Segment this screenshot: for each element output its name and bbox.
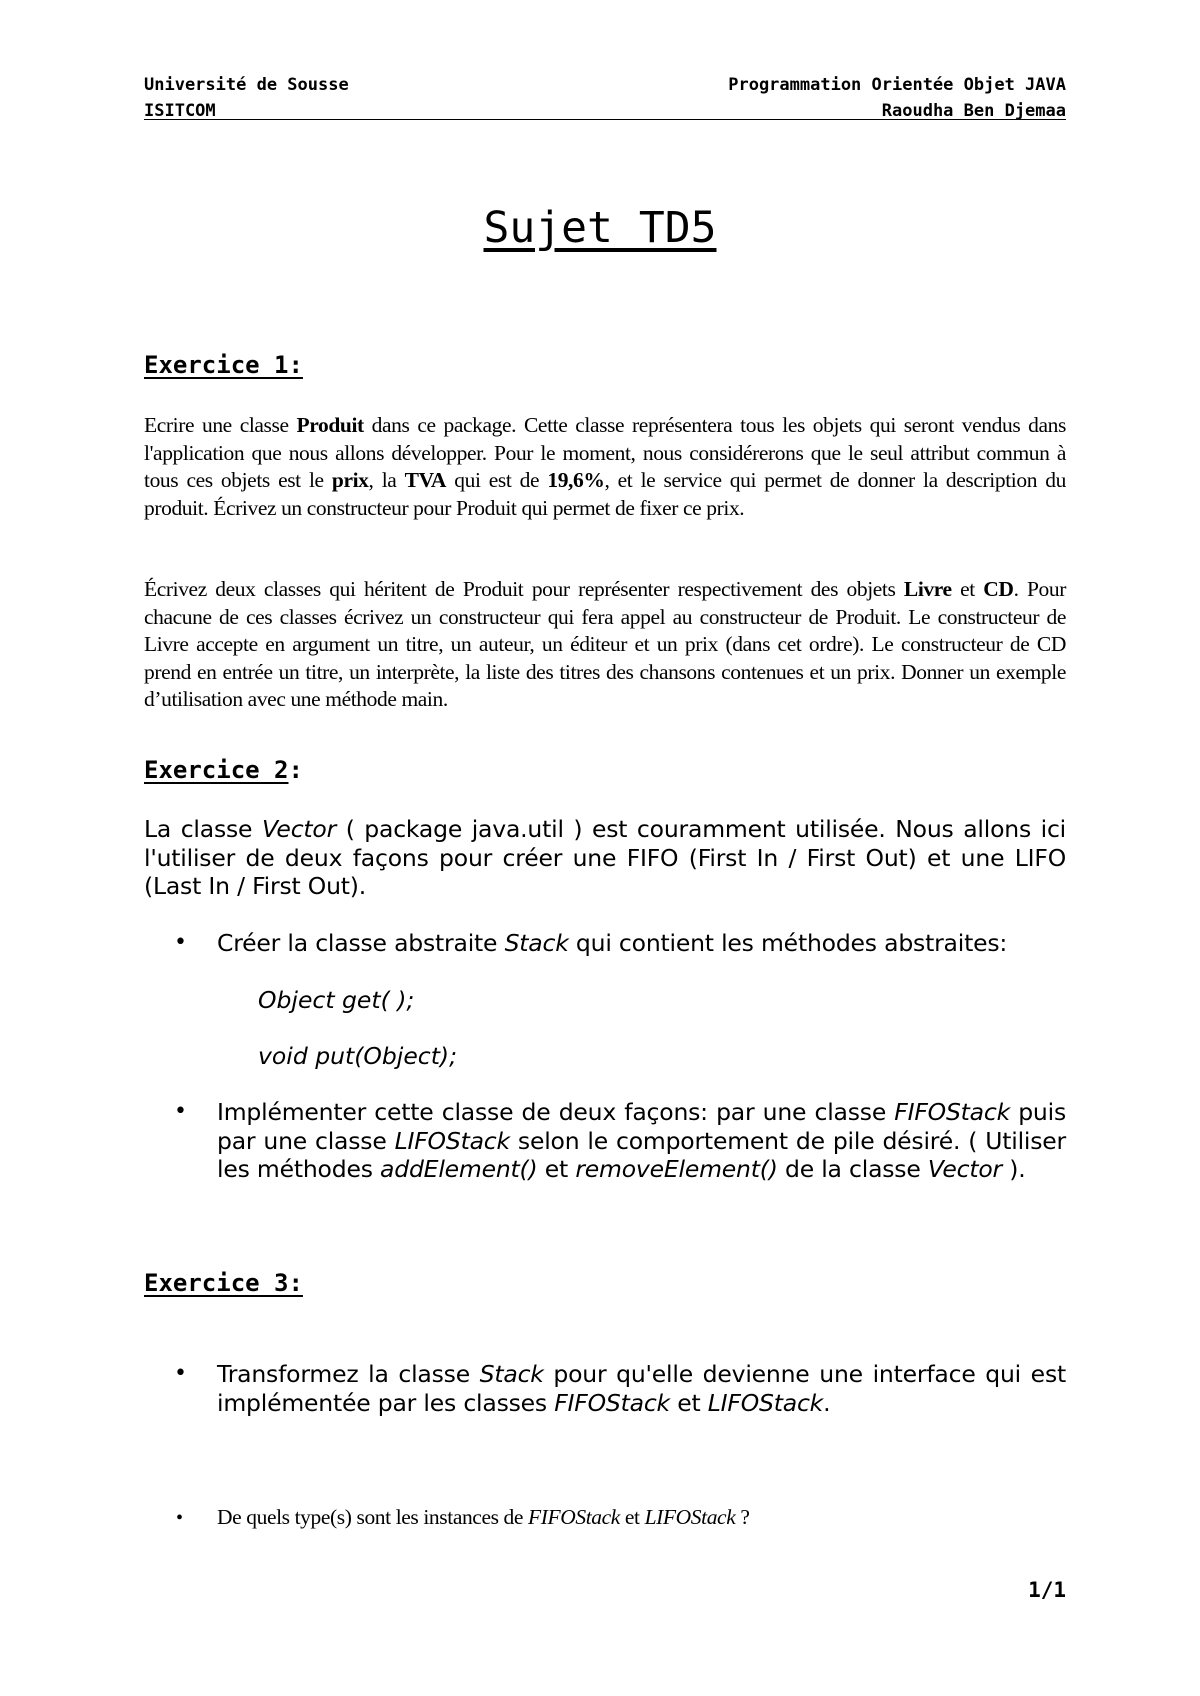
exercise-1-heading-text: Exercice 1:: [144, 351, 303, 379]
university-name: Université de Sousse: [144, 75, 349, 95]
text-run: , la: [368, 468, 405, 492]
header-right: [728, 72, 1066, 124]
text-run: Transformez la classe: [217, 1360, 480, 1388]
exercise-2-intro: [144, 815, 1066, 901]
text-run: ?: [735, 1505, 750, 1529]
course-name: Programmation Orientée Objet JAVA: [728, 75, 1066, 95]
class-name-cd: CD: [983, 577, 1014, 601]
text-run: Écrivez deux classes qui héritent de Produit pour représenter respectivement des objets: [144, 577, 904, 601]
exercise-2-bullet-1: [217, 929, 1066, 958]
text-run: .: [823, 1388, 831, 1417]
text-run: pour qu'elle devienne une interface qui est implémentée par les classes: [217, 1360, 1066, 1417]
text-run: qui contient les méthodes abstraites:: [568, 929, 1008, 957]
bullet-glyph: •: [174, 1099, 187, 1124]
class-name-lifostack: LIFOStack: [707, 1388, 824, 1417]
exercise-2-heading-text: Exercice 2: [144, 756, 289, 784]
text-run: , et le service qui permet de donner la description du produit. Écrivez un constructeur pour Produit qui permet de fixer ce prix.: [144, 468, 1066, 520]
header-divider: [144, 119, 1066, 120]
text-run: . Pour chacune de ces classes écrivez un constructeur qui fera appel au constructeur de Produit. Le constructeur de Livre accepte en argument un titre, un auteur, un éditeur et un prix (dans cet ordre). Le constructeur de CD prend en entrée un titre, un interprète, la liste des titres des chansons contenues et un prix. Donner un exemple d’utilisation avec une méthode main.: [144, 577, 1067, 711]
text-run: La classe: [144, 815, 262, 843]
class-name-fifostack: FIFOStack: [554, 1388, 670, 1417]
header-left: [144, 72, 349, 124]
page-number: 1/1: [1028, 1578, 1066, 1602]
text-run: ).: [1002, 1155, 1026, 1183]
code-method-put: void put(Object);: [258, 1042, 458, 1070]
text-run: Implémenter cette classe de deux façons: par une classe: [217, 1098, 895, 1126]
exercise-3-bullet-1: [217, 1360, 1066, 1417]
text-run: et: [669, 1388, 708, 1417]
class-name-stack: Stack: [479, 1360, 544, 1388]
class-name-fifostack: FIFOStack: [894, 1098, 1011, 1126]
exercise-3-bullet-2: [217, 1504, 1066, 1532]
code-method-get: Object get( );: [258, 986, 415, 1014]
text-run: Créer la classe abstraite: [217, 929, 505, 957]
class-name-stack: Stack: [504, 929, 569, 957]
exercise-2-heading-colon: :: [288, 756, 303, 784]
text-run: et: [537, 1155, 576, 1183]
exercise-2-bullet-2: [217, 1098, 1066, 1184]
exercise-3-heading: [144, 1268, 303, 1298]
exercise-3-heading-text: Exercice 3:: [144, 1269, 303, 1297]
method-removeelement: removeElement(): [575, 1155, 778, 1183]
text-run: dans ce package. Cette classe représentera tous les objets qui seront vendus dans l'application que nous allons développer. Pour le moment, nous considérerons que le seul attribut commun à tous ces objets est le: [144, 413, 1066, 492]
class-name-lifostack: LIFOStack: [394, 1126, 510, 1155]
text-run: ( package java.util ) est couramment utilisée. Nous allons ici l'utiliser de deux façons pour créer une FIFO (First In / First Out) et une LIFO (Last In / First Out).: [144, 815, 1066, 900]
exercise-1-paragraph-2: [144, 576, 1066, 714]
method-addelement: addElement(): [380, 1155, 538, 1183]
text-run: De quels type(s) sont les instances de: [217, 1505, 529, 1529]
attribute-prix: prix: [331, 468, 369, 492]
page-title-text: Sujet TD5: [483, 203, 717, 253]
text-run: selon le comportement de pile désiré. ( Utiliser les méthodes: [217, 1126, 1066, 1183]
author-name: Raoudha Ben Djemaa: [881, 101, 1066, 121]
bullet-glyph: •: [174, 930, 187, 955]
bullet-glyph: •: [176, 1507, 183, 1529]
bullet-glyph: •: [174, 1361, 187, 1386]
institute-name: ISITCOM: [144, 101, 216, 121]
text-run: de la classe: [777, 1155, 928, 1183]
page-title: [0, 200, 1200, 256]
class-name-livre: Livre: [903, 577, 952, 601]
text-run: et: [951, 577, 984, 601]
tva-rate: 19,6%: [547, 468, 605, 492]
class-name-fifostack: FIFOStack: [528, 1505, 620, 1529]
text-run: qui est de: [446, 468, 548, 492]
class-name-vector: Vector: [261, 815, 337, 843]
class-name-lifostack: LIFOStack: [644, 1505, 736, 1529]
class-name-vector: Vector: [927, 1155, 1003, 1183]
attribute-tva: TVA: [404, 468, 447, 492]
exercise-1-heading: [144, 350, 303, 380]
exercise-2-heading: [144, 755, 303, 785]
class-name-produit: Produit: [296, 413, 364, 437]
text-run: Ecrire une classe: [144, 413, 297, 437]
text-run: et: [619, 1505, 645, 1529]
text-run: puis par une classe: [217, 1098, 1066, 1155]
exercise-1-paragraph-1: [144, 412, 1066, 522]
